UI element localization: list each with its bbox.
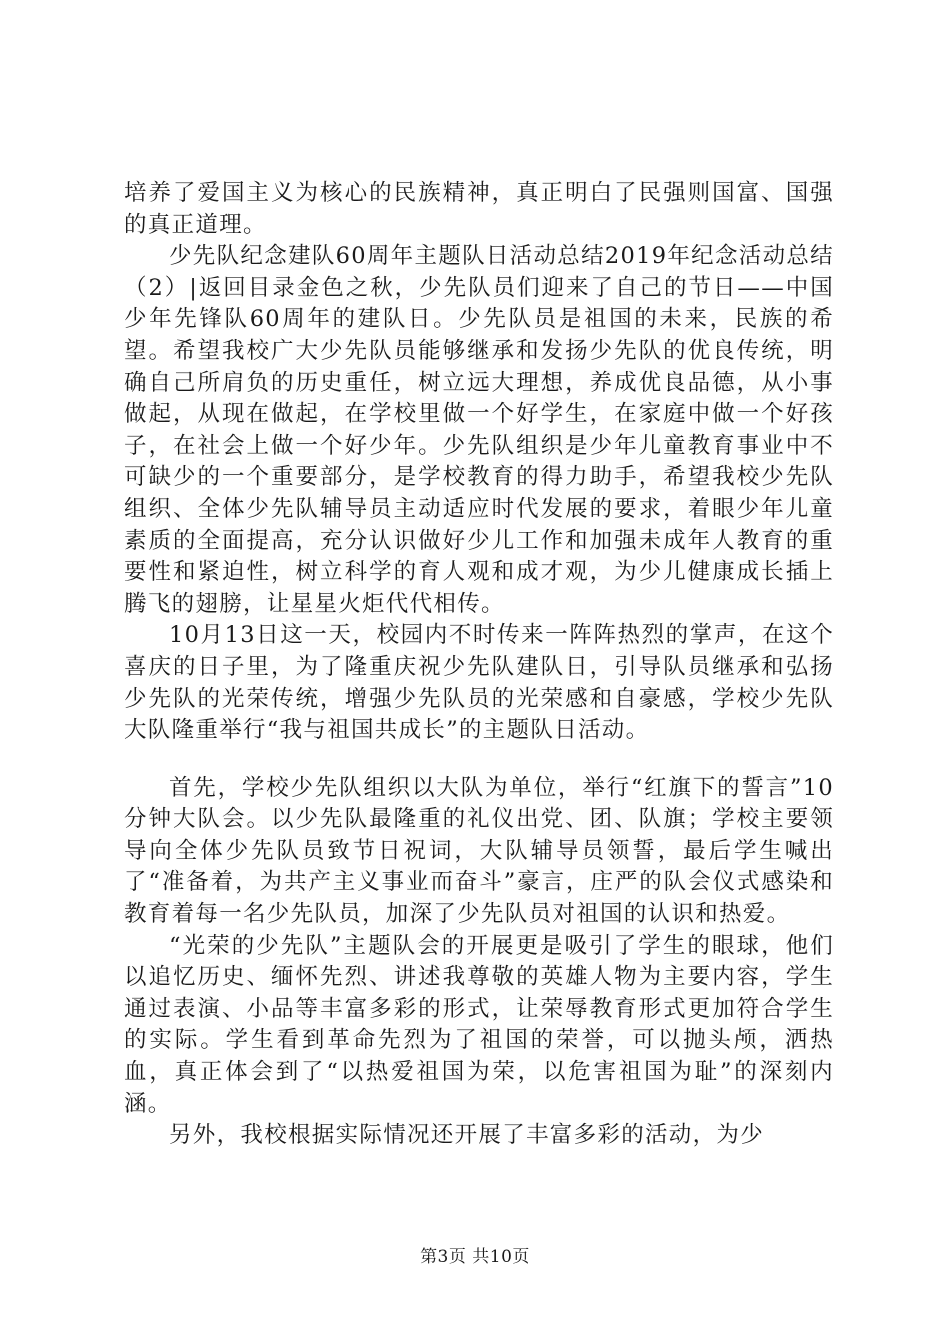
paragraph-oct-13: 10月13日这一天，校园内不时传来一阵阵热烈的掌声，在这个喜庆的日子里，为了隆重庆祝少先队建队日，引导队员继承和弘扬少先队的光荣传统，增强少先队员的光荣感和自豪感，学校少先队大队隆重举行“我与祖国共成长”的主题队日活动。 (124, 622, 834, 744)
page-number-footer: 第3页 共10页 (420, 1247, 530, 1267)
paragraph-other-activities: 另外，我校根据实际情况还开展了丰富多彩的活动，为少 (169, 1122, 765, 1149)
paragraph-first-activity: 首先，学校少先队组织以大队为单位，举行“红旗下的誓言”10分钟大队会。以少先队最隆重的礼仪出党、团、队旗；学校主要领导向全体少先队员致节日祝词，大队辅导员领誓，最后学生喊出了“准备着，为共产主义事业而奋斗”豪言，庄严的队会仪式感染和教育着每一名少先队员，加深了少先队员对祖国的认识和热爱。 (124, 774, 834, 928)
paragraph-continuation: 培养了爱国主义为核心的民族精神，真正明白了民强则国富、国强的真正道理。 (124, 180, 834, 238)
paragraph-summary-intro: 少先队纪念建队60周年主题队日活动总结2019年纪念活动总结（2）|返回目录金色之秋，少先队员们迎来了自己的节日——中国少年先锋队60周年的建队日。少先队员是祖国的未来，民族的希望。希望我校广大少先队员能够继承和发扬少先队的优良传统，明确自己所肩负的历史重任，树立远大理想，养成优良品德，从小事做起，从现在做起，在学校里做一个好学生，在家庭中做一个好孩子，在社会上做一个好少年。少先队组织是少年儿童教育事业中不可缺少的一个重要部分，是学校教育的得力助手，希望我校少先队组织、全体少先队辅导员主动适应时代发展的要求，着眼少年儿童素质的全面提高，充分认识做好少儿工作和加强未成年人教育的重要性和紧迫性，树立科学的育人观和成才观，为少儿健康成长插上腾飞的翅膀，让星星火炬代代相传。 (124, 243, 834, 617)
document-body (124, 178, 834, 1152)
paragraph-theme-meeting: “光荣的少先队”主题队会的开展更是吸引了学生的眼球，他们以追忆历史、缅怀先烈、讲述我尊敬的英雄人物为主要内容，学生通过表演、小品等丰富多彩的形式，让荣辱教育形式更加符合学生的实际。学生看到革命先烈为了祖国的荣誉，可以抛头颅，洒热血，真正体会到了“以热爱祖国为荣，以危害祖国为耻”的深刻内涵。 (124, 932, 834, 1117)
